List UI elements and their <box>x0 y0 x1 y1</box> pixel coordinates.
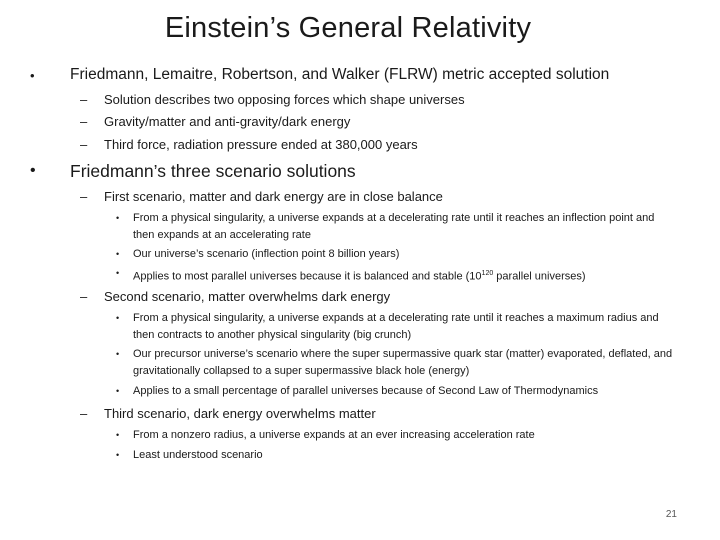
bullet-icon: • <box>30 162 36 179</box>
sub-bullet-icon: • <box>116 349 120 359</box>
scenario-item: Our precursor universe’s scenario where the super supermassive quark star (matter) evaporated, deflated, and gravitationally collapsed to a super supermassive black hole (energy) <box>133 348 673 377</box>
scenario-item: From a physical singularity, a universe expands at a decelerating rate until it reaches a maximum radius and then contracts to another physical singularity (big crunch) <box>133 312 659 341</box>
sub-bullet-icon: • <box>116 450 120 460</box>
dash-icon: – <box>80 289 88 304</box>
scenario-item: From a nonzero radius, a universe expands at an ever increasing acceleration rate <box>133 429 535 441</box>
sub-point: Solution describes two opposing forces which shape universes <box>104 92 465 107</box>
sub-bullet-icon: • <box>116 213 120 223</box>
dash-icon: – <box>80 189 88 204</box>
scenario-item: Our universe’s scenario (inflection point 8 billion years) <box>133 248 400 260</box>
sub-point: Gravity/matter and anti-gravity/dark energy <box>104 114 351 129</box>
scenario-item: Least understood scenario <box>133 449 263 461</box>
bullet-icon: • <box>30 68 35 83</box>
sub-bullet-icon: • <box>116 430 120 440</box>
scenario-first: First scenario, matter and dark energy are in close balance <box>104 189 443 204</box>
point-flrw: Friedmann, Lemaitre, Robertson, and Walker (FLRW) metric accepted solution <box>70 66 610 83</box>
sub-bullet-icon: • <box>116 313 120 323</box>
scenario-second: Second scenario, matter overwhelms dark energy <box>104 289 391 304</box>
page-number: 21 <box>665 509 677 520</box>
dash-icon: – <box>80 406 88 421</box>
dash-icon: – <box>80 137 88 152</box>
sub-point: Third force, radiation pressure ended at 380,000 years <box>104 137 418 152</box>
sub-bullet-icon: • <box>116 386 120 396</box>
point-friedmann: Friedmann’s three scenario solutions <box>70 161 356 181</box>
scenario-item: Applies to a small percentage of parallel universes because of Second Law of Thermodynamics <box>133 385 599 397</box>
scenario-third: Third scenario, dark energy overwhelms matter <box>104 406 376 421</box>
dash-icon: – <box>80 114 88 129</box>
sub-bullet-icon: • <box>116 268 120 278</box>
sub-bullet-icon: • <box>116 249 120 259</box>
scenario-item: From a physical singularity, a universe expands at a decelerating rate until it reaches an inflection point and then expands at an accelerating rate <box>133 212 655 241</box>
scenario-item-parallel: Applies to most parallel universes because it is balanced and stable ($10^{120}$ parallel universes) <box>133 270 586 283</box>
slide-title: Einstein’s General Relativity <box>164 12 532 44</box>
dash-icon: – <box>80 92 88 107</box>
